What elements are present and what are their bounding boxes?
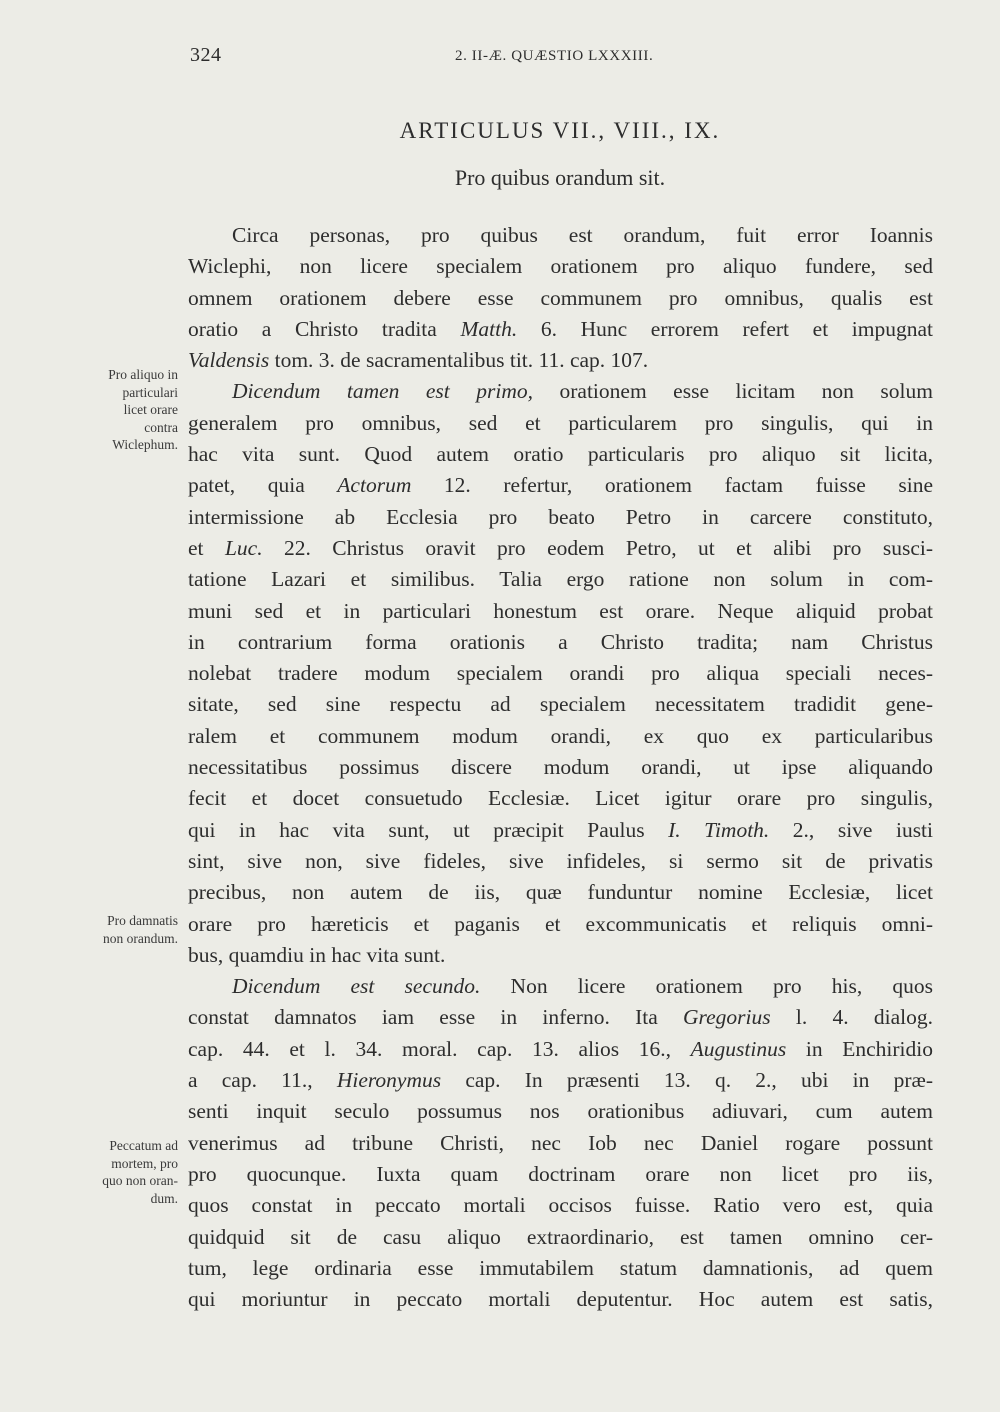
text-line: et Luc. 22. Christus oravit pro eodem Petro, ut et alibi pro susci- <box>188 535 933 560</box>
text-line: pro quocunque. Iuxta quam doctrinam orare non licet pro iis, <box>188 1161 933 1186</box>
margin-note-line: particulari <box>122 384 178 400</box>
text-line: qui moriuntur in peccato mortali deputentur. Hoc autem est satis, <box>188 1287 933 1312</box>
text-line: hac vita sunt. Quod autem oratio particularis pro aliquo sit licita, <box>188 442 933 467</box>
text-line: muni sed et in particulari honestum est orare. Neque aliquid probat <box>188 598 933 623</box>
margin-note-line: Wiclephum. <box>112 437 178 452</box>
text-line: nolebat tradere modum specialem orandi pro aliqua speciali neces- <box>188 661 933 686</box>
text-line: Valdensis tom. 3. de sacramentalibus tit. 11. cap. 107. <box>188 348 649 373</box>
text-line: omnem orationem debere esse communem pro omnibus, qualis est <box>188 285 933 310</box>
text-line: sitate, sed sine respectu ad specialem necessitatem tradidit gene- <box>188 692 933 717</box>
text-line: tum, lege ordinaria esse immutabilem statum damnationis, ad quem <box>188 1255 933 1280</box>
article-subtitle: Pro quibus orandum sit. <box>454 165 666 190</box>
text-line: fecit et docet consuetudo Ecclesiæ. Licet igitur orare pro singulis, <box>188 786 933 811</box>
text-line: in contrarium forma orationis a Christo tradita; nam Christus <box>188 629 933 654</box>
text-line: Dicendum tamen est primo, orationem esse licitam non solum <box>232 379 933 404</box>
text-line: senti inquit seculo possumus nos orationibus adiuvari, cum autem <box>188 1099 933 1124</box>
text-line: necessitatibus possimus discere modum orandi, ut ipse aliquando <box>188 755 933 780</box>
text-line: bus, quamdiu in hac vita sunt. <box>188 942 446 967</box>
text-line: qui in hac vita sunt, ut præcipit Paulus I. Timoth. 2., sive iusti <box>188 817 934 842</box>
text-line: Circa personas, pro quibus est orandum, fuit error Ioannis <box>232 223 933 247</box>
margin-note-line: mortem, pro <box>111 1155 178 1171</box>
page-number: 324 <box>190 44 222 66</box>
article-body <box>188 220 933 1315</box>
margin-note-wiclephum <box>56 366 178 454</box>
margin-note-line: dum. <box>150 1190 178 1206</box>
text-line: quos constat in peccato mortali occisos fuisse. Ratio vero est, quia <box>188 1193 933 1218</box>
page-header <box>0 44 1000 74</box>
margin-note-line: licet orare <box>123 402 178 417</box>
text-line: ralem et communem modum orandi, ex quo ex particularibus <box>188 723 933 748</box>
text-line: sint, sive non, sive fideles, sive infideles, si sermo sit de privatis <box>188 848 933 873</box>
margin-note-line: non orandum. <box>103 930 178 946</box>
margin-note-line: Peccatum ad <box>109 1138 178 1153</box>
text-line: venerimus ad tribune Christi, nec Iob nec Daniel rogare possunt <box>188 1130 933 1155</box>
margin-note-peccatum <box>56 1137 178 1207</box>
margin-note-line: Pro aliquo in <box>108 367 178 382</box>
text-line: intermissione ab Ecclesia pro beato Petro in carcere constituto, <box>188 504 933 529</box>
text-line: tatione Lazari et similibus. Talia ergo ratione non solum in com- <box>188 567 933 592</box>
text-line: a cap. 11., Hieronymus cap. In præsenti 13. q. 2., ubi in præ- <box>188 1068 933 1093</box>
text-line: orare pro hæreticis et paganis et excommunicatis et reliquis omni- <box>188 911 933 936</box>
text-line: quidquid sit de casu aliquo extraordinario, est tamen omnino cer- <box>188 1224 933 1249</box>
text-line: constat damnatos iam esse in inferno. Ita Gregorius l. 4. dialog. <box>188 1005 934 1030</box>
margin-note-line: quo non oran- <box>102 1173 178 1188</box>
running-head: 2. II-Æ. QUÆSTIO LXXXIII. <box>455 48 654 64</box>
text-line: precibus, non autem de iis, quæ funduntur nomine Ecclesiæ, licet <box>188 880 933 905</box>
article-title: ARTICULUS VII., VIII., IX. <box>399 118 721 143</box>
text-line: patet, quia Actorum 12. refertur, orationem factam fuisse sine <box>188 473 933 498</box>
margin-note-line: contra <box>144 419 178 435</box>
text-line: Dicendum est secundo. Non licere orationem pro his, quos <box>232 974 933 999</box>
text-line: Wiclephi, non licere specialem orationem pro aliquo fundere, sed <box>188 254 933 279</box>
margin-note-damnatis <box>56 912 178 947</box>
text-line: oratio a Christo tradita Matth. 6. Hunc errorem refert et impugnat <box>188 316 934 341</box>
text-line: generalem pro omnibus, sed et particularem pro singulis, qui in <box>188 410 933 435</box>
margin-note-line: Pro damnatis <box>107 913 178 928</box>
text-line: cap. 44. et l. 34. moral. cap. 13. alios 16., Augustinus in Enchiridio <box>188 1036 934 1061</box>
